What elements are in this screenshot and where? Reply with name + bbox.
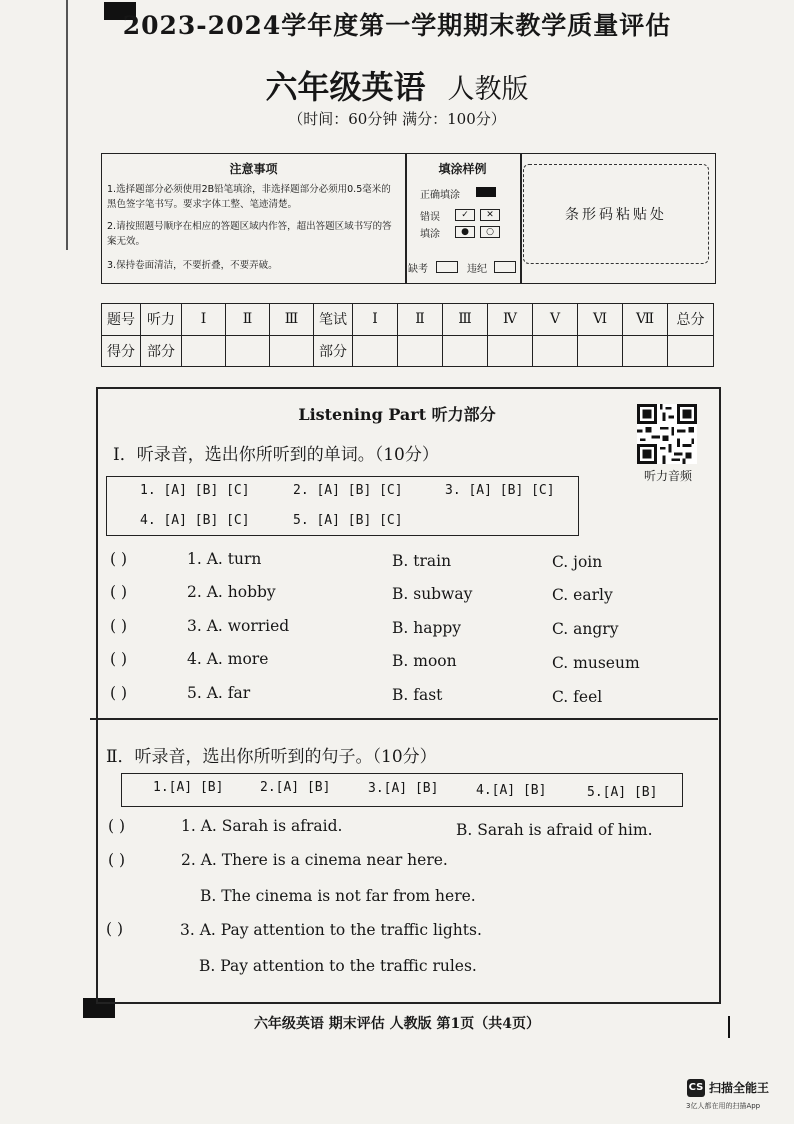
- page-footer: 六年级英语 期末评估 人教版 第1页（共4页）: [253, 1016, 541, 1032]
- answer-blank[interactable]: ( ): [110, 684, 128, 702]
- col-listening-3: Ⅲ: [270, 304, 314, 336]
- absent-label: 缺考: [408, 264, 428, 275]
- discipline-checkbox[interactable]: [494, 261, 516, 273]
- empty-circle-icon: ○: [480, 226, 500, 238]
- sentence-option-a: 2. A. There is a cinema near here.: [181, 851, 448, 869]
- answer-option-2[interactable]: 2.[A] [B]: [260, 780, 331, 795]
- absent-checkbox[interactable]: [436, 261, 458, 273]
- col-writing-3: Ⅲ: [443, 304, 488, 336]
- col-writing-7: Ⅶ: [623, 304, 668, 336]
- qr-code-label: 听力音频: [643, 469, 692, 483]
- col-writing-1: I: [353, 304, 398, 336]
- notice-item-2: 2.请按照题号顺序在相应的答题区域内作答，超出答题区域书写的答案无效。: [107, 221, 392, 247]
- score-cell[interactable]: [443, 335, 488, 367]
- filled-dot-icon: ●: [455, 226, 475, 238]
- score-cell[interactable]: [578, 335, 623, 367]
- answer-blank[interactable]: ( ): [110, 650, 128, 668]
- notice-item-1: 1.选择题部分必须使用2B铅笔填涂，非选择题部分必须用0.5毫米的黑色签字笔书写。要求字体工整、笔迹清楚。: [107, 184, 391, 210]
- col-writing-6: Ⅵ: [578, 304, 623, 336]
- col-listening-2: Ⅱ: [226, 304, 270, 336]
- notice-item-3: 3.保持卷面清洁，不要折叠，不要弄破。: [107, 260, 278, 271]
- score-cell[interactable]: [623, 335, 668, 367]
- sentence-option-b: B. The cinema is not far from here.: [200, 887, 476, 905]
- answer-blank[interactable]: ( ): [110, 583, 128, 601]
- question-option-c: C. early: [552, 586, 613, 604]
- exam-subject: [0, 62, 794, 108]
- edition-text: 人教版: [447, 74, 529, 105]
- answer-option-1[interactable]: 1.[A] [B]: [153, 780, 224, 795]
- score-table: [101, 303, 714, 367]
- question-option-b: B. happy: [392, 619, 462, 637]
- fill-correct-sample: [476, 187, 496, 197]
- answer-option-5[interactable]: 5.[A] [B]: [587, 785, 658, 800]
- answer-blank[interactable]: ( ): [108, 817, 126, 835]
- question-option-c: C. feel: [552, 688, 603, 706]
- discipline-label: 违纪: [467, 264, 487, 275]
- answer-option-4[interactable]: 4.[A] [B]: [476, 783, 547, 798]
- question-option-b: B. fast: [392, 686, 443, 704]
- score-cell[interactable]: [182, 335, 226, 367]
- check-mark-icon: ✓: [455, 209, 475, 221]
- fill-correct-label: 正确填涂: [420, 190, 460, 201]
- question-option-c: C. join: [552, 553, 603, 571]
- notice-title: 注意事项: [229, 162, 278, 176]
- answer-option-3[interactable]: 3. [A] [B] [C]: [445, 483, 555, 498]
- question-option-b: B. moon: [392, 652, 457, 670]
- col-writing-2: Ⅱ: [398, 304, 443, 336]
- score-header-label: 题号: [102, 304, 141, 336]
- answer-option-5[interactable]: 5. [A] [B] [C]: [293, 513, 403, 528]
- answer-option-4[interactable]: 4. [A] [B] [C]: [140, 513, 250, 528]
- question-option-a: 1. A. turn: [187, 550, 262, 568]
- score-cell-total[interactable]: [668, 335, 714, 367]
- subject-text: 六年级英语: [265, 68, 426, 106]
- score-cell[interactable]: [533, 335, 578, 367]
- score-cell[interactable]: [398, 335, 443, 367]
- exam-meta: （时间：60分钟 满分：100分）: [288, 110, 506, 128]
- answer-option-2[interactable]: 2. [A] [B] [C]: [293, 483, 403, 498]
- answer-blank[interactable]: ( ): [110, 617, 128, 635]
- question-option-a: 2. A. hobby: [187, 583, 276, 601]
- scanner-logo-icon: CS: [687, 1079, 705, 1097]
- score-cell[interactable]: [226, 335, 270, 367]
- writing-label-1: 笔试: [314, 304, 353, 336]
- answer-blank[interactable]: ( ): [110, 550, 128, 568]
- answer-option-3[interactable]: 3.[A] [B]: [368, 781, 439, 796]
- barcode-area: 条形码粘贴处: [523, 164, 709, 264]
- question-option-a: 5. A. far: [187, 684, 251, 702]
- question-option-b: B. train: [392, 552, 452, 570]
- section-2-title: Ⅱ．听录音，选出你所听到的句子。（10分）: [106, 747, 437, 767]
- col-total: 总分: [668, 304, 714, 336]
- qr-code-icon[interactable]: [637, 404, 697, 464]
- col-writing-4: Ⅳ: [488, 304, 533, 336]
- exam-title: 2023-2024学年度第一学期期末教学质量评估: [122, 11, 672, 40]
- sentence-option-a: 3. A. Pay attention to the traffic lights.: [180, 921, 482, 939]
- scanner-tagline: 3亿人都在用的扫描App: [686, 1102, 761, 1110]
- question-option-c: C. angry: [552, 620, 619, 638]
- writing-label-2: 部分: [314, 335, 353, 367]
- col-writing-5: V: [533, 304, 578, 336]
- question-option-b: B. subway: [392, 585, 473, 603]
- score-cell[interactable]: [353, 335, 398, 367]
- score-row-label: 得分: [102, 335, 141, 367]
- cross-mark-icon: ✕: [480, 209, 500, 221]
- score-cell[interactable]: [270, 335, 314, 367]
- question-option-c: C. museum: [552, 654, 640, 672]
- sentence-option-a: 1. A. Sarah is afraid.: [181, 817, 343, 835]
- sentence-option-b: B. Pay attention to the traffic rules.: [199, 957, 477, 975]
- fill-wrong-label-2: 填涂: [420, 229, 440, 240]
- sentence-option-b: B. Sarah is afraid of him.: [456, 821, 653, 839]
- section-1-title: I．听录音，选出你所听到的单词。（10分）: [113, 445, 439, 465]
- col-listening-1: I: [182, 304, 226, 336]
- listening-label-1: 听力: [141, 304, 182, 336]
- answer-blank[interactable]: ( ): [106, 920, 124, 938]
- fill-sample-title: 填涂样例: [438, 162, 487, 176]
- score-cell[interactable]: [488, 335, 533, 367]
- answer-option-1[interactable]: 1. [A] [B] [C]: [140, 483, 250, 498]
- listening-part-title: Listening Part 听力部分: [298, 405, 496, 424]
- section-divider: [90, 718, 718, 720]
- listening-label-2: 部分: [141, 335, 182, 367]
- question-option-a: 3. A. worried: [187, 617, 290, 635]
- answer-blank[interactable]: ( ): [108, 851, 126, 869]
- fill-wrong-label-1: 错误: [420, 212, 440, 223]
- scanner-app-name: 扫描全能王: [709, 1081, 770, 1095]
- question-option-a: 4. A. more: [187, 650, 269, 668]
